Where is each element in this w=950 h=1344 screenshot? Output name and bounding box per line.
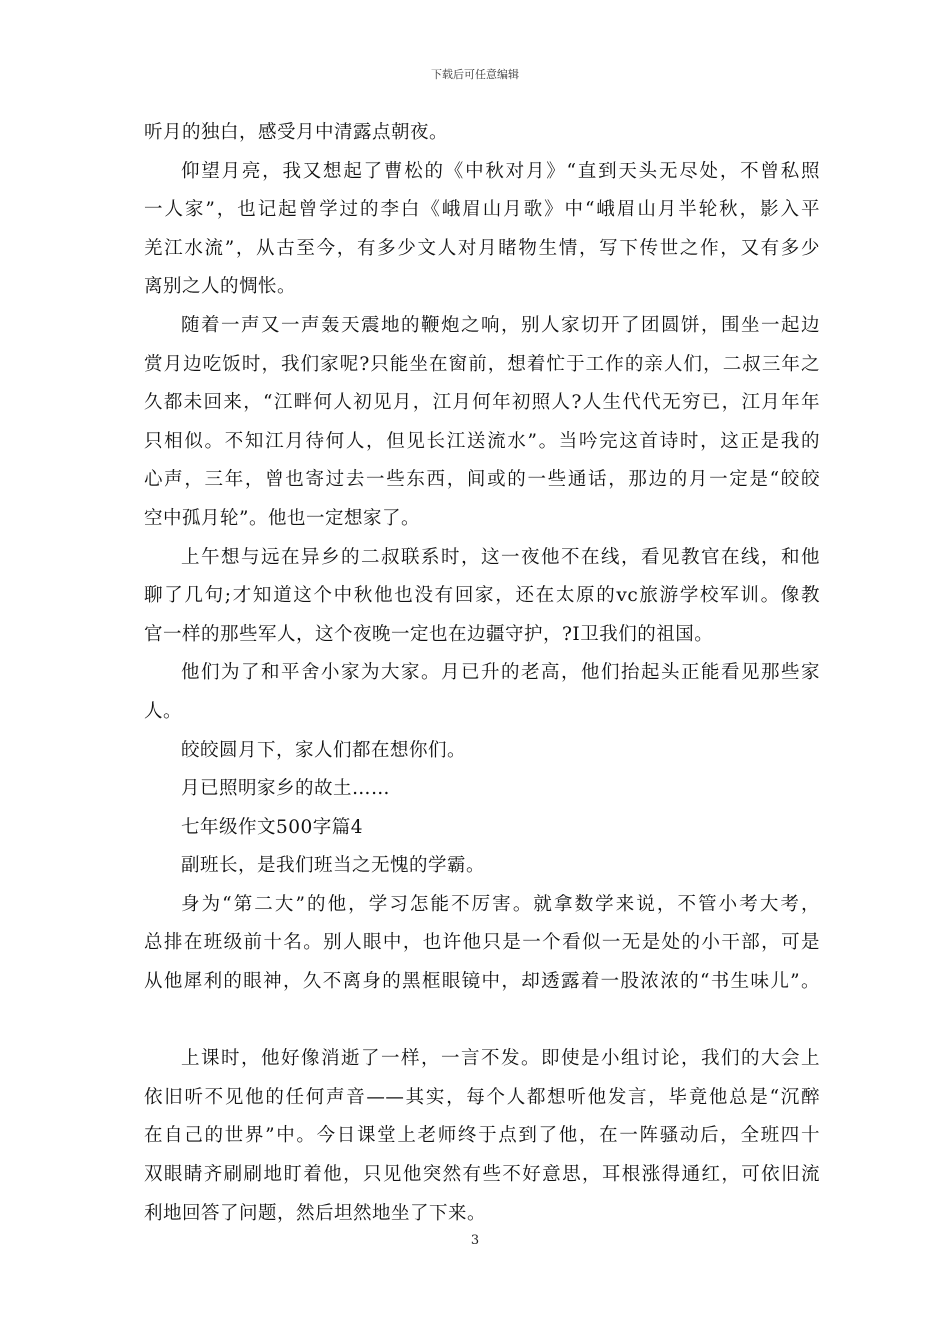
text-line: 羌江水流”，从古至今，有多少文人对月睹物生情，写下传世之作，又有多少	[144, 237, 820, 259]
page-number: 3	[470, 1233, 480, 1248]
blank-line	[144, 1002, 820, 1041]
text-line: 心声，三年，曾也寄过去一些东西，间或的一些通话，那边的月一定是“皎皎	[144, 469, 820, 491]
text-line: 利地回答了问题，然后坦然地坐了下来。	[144, 1202, 487, 1224]
text-line: 他们为了和平舍小家为大家。月已升的老高，他们抬起头正能看见那些家	[181, 662, 820, 684]
text-line: 一人家”，也记起曾学过的李白《峨眉山月歌》中“峨眉山月半轮秋，影入平	[144, 199, 820, 221]
text-line: 总排在班级前十名。别人眼中，也许他只是一个看似一无是处的小干部，可是	[144, 932, 820, 954]
text-line: 上课时，他好像消逝了一样，一言不发。即使是小组讨论，我们的大会上	[181, 1048, 820, 1070]
body-text	[144, 114, 820, 1233]
text-line: 离别之人的惆怅。	[144, 276, 297, 298]
text-line: 从他犀利的眼神，久不离身的黑框眼镜中，却透露着一股浓浓的“书生味儿”。	[144, 971, 820, 993]
text-line: 上午想与远在异乡的二叔联系时，这一夜他不在线，看见教官在线，和他	[181, 546, 820, 568]
text-line: 随着一声又一声轰天震地的鞭炮之响，别人家切开了团圆饼，围坐一起边	[181, 314, 820, 336]
text-line: 赏月边吃饭时，我们家呢?只能坐在窗前，想着忙于工作的亲人们，二叔三年之	[144, 353, 820, 375]
text-line: 在自己的世界”中。今日课堂上老师终于点到了他，在一阵骚动后，全班四十	[144, 1125, 820, 1147]
text-line: 依旧听不见他的任何声音——其实，每个人都想听他发言，毕竟他总是“沉醉	[144, 1086, 820, 1108]
page-header: 下载后可任意编辑	[431, 68, 519, 81]
text-line: 听月的独白，感受月中清露点朝夜。	[144, 122, 449, 143]
text-line: 七年级作文500字篇4	[181, 816, 364, 838]
text-line: 身为“第二大”的他，学习怎能不厉害。就拿数学来说，不管小考大考，	[181, 893, 820, 915]
text-line: 人。	[144, 700, 183, 722]
text-line: 皎皎圆月下，家人们都在想你们。	[181, 739, 467, 761]
text-line: 聊了几句;才知道这个中秋他也没有回家，还在太原的vc旅游学校军训。像教	[144, 585, 820, 607]
text-line: 久都未回来，“江畔何人初见月，江月何年初照人?人生代代无穷已，江月年年	[144, 392, 820, 414]
text-line: 月已照明家乡的故土……	[181, 778, 391, 800]
text-line: 副班长，是我们班当之无愧的学霸。	[181, 855, 486, 877]
text-line: 官一样的那些军人，这个夜晚一定也在边疆守护，?I卫我们的祖国。	[144, 623, 714, 645]
text-line: 只相似。不知江月待何人，但见长江送流水”。当吟完这首诗时，这正是我的	[144, 430, 820, 452]
text-line: 空中孤月轮”。他也一定想家了。	[144, 507, 420, 529]
text-line: 仰望月亮，我又想起了曹松的《中秋对月》“直到天头无尽处，不曾私照	[181, 160, 820, 182]
text-line: 双眼睛齐刷刷地盯着他，只见他突然有些不好意思，耳根涨得通红，可依旧流	[144, 1164, 820, 1186]
